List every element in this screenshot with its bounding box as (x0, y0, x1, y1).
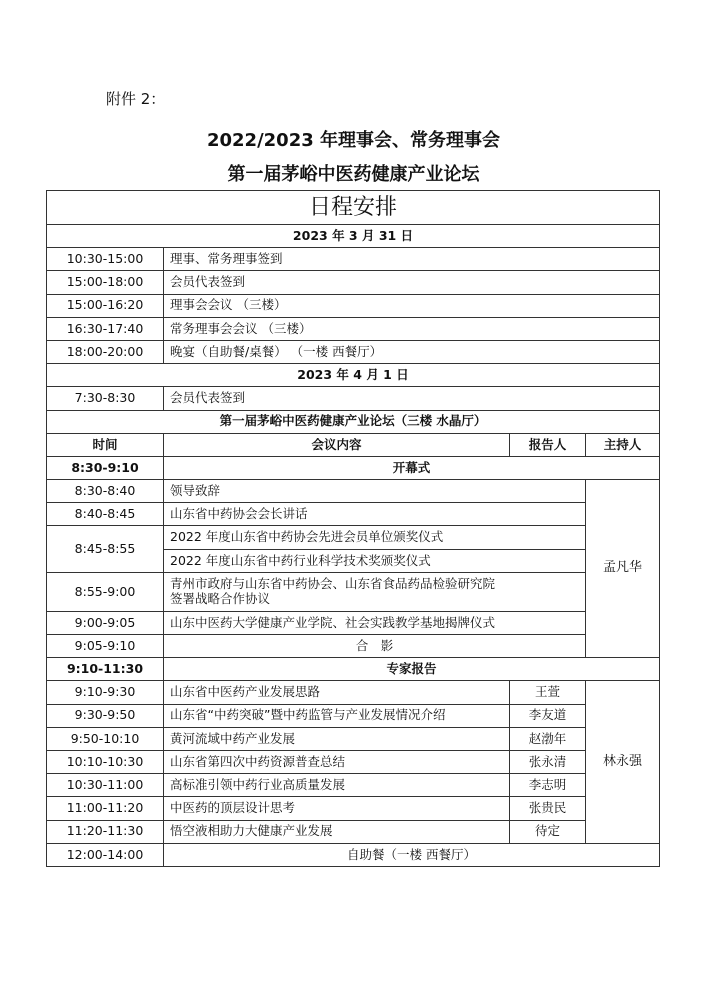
time-cell: 9:05-9:10 (47, 635, 164, 658)
time-cell: 8:40-8:45 (47, 503, 164, 526)
table-row (47, 774, 660, 797)
date-row (47, 364, 660, 387)
content-line: 青州市政府与山东省中药协会、山东省食品药品检验研究院 (170, 576, 496, 592)
header-content: 会议内容 (164, 433, 510, 456)
time-cell: 9:10-9:30 (47, 681, 164, 704)
content-cell: 悟空液相助力大健康产业发展 (164, 820, 510, 843)
time-cell: 9:50-10:10 (47, 727, 164, 750)
table-row (47, 248, 660, 271)
speaker-cell: 张贵民 (510, 797, 586, 820)
content-cell: 2022 年度山东省中药协会先进会员单位颁奖仪式 (164, 526, 586, 549)
table-row (47, 526, 660, 549)
time-cell: 10:30-15:00 (47, 248, 164, 271)
time-cell: 15:00-16:20 (47, 294, 164, 317)
opening-time: 8:30-9:10 (47, 456, 164, 479)
header-row (47, 433, 660, 456)
table-row (47, 750, 660, 773)
opening-label: 开幕式 (164, 456, 660, 479)
section-row (47, 456, 660, 479)
schedule-title: 日程安排 (47, 191, 660, 225)
header-host: 主持人 (586, 433, 660, 456)
speaker-cell: 赵渤年 (510, 727, 586, 750)
content-cell: 中医药的顶层设计思考 (164, 797, 510, 820)
table-row (47, 271, 660, 294)
opening-host: 孟凡华 (586, 480, 660, 658)
time-cell: 8:55-9:00 (47, 572, 164, 611)
time-cell: 16:30-17:40 (47, 317, 164, 340)
content-cell: 理事、常务理事签到 (164, 248, 660, 271)
table-row (47, 340, 660, 363)
time-cell: 11:20-11:30 (47, 820, 164, 843)
time-cell: 10:30-11:00 (47, 774, 164, 797)
table-row (47, 681, 660, 704)
speaker-cell: 张永清 (510, 750, 586, 773)
content-cell: 山东省中药协会会长讲话 (164, 503, 586, 526)
time-cell: 8:45-8:55 (47, 526, 164, 572)
speaker-cell: 待定 (510, 820, 586, 843)
forum-title: 第一届茅峪中医药健康产业论坛（三楼 水晶厅） (47, 410, 660, 433)
time-cell: 15:00-18:00 (47, 271, 164, 294)
content-cell: 2022 年度山东省中药行业科学技术奖颁奖仪式 (164, 549, 586, 572)
table-row (47, 480, 660, 503)
time-cell: 11:00-11:20 (47, 797, 164, 820)
table-row (47, 797, 660, 820)
time-cell: 18:00-20:00 (47, 340, 164, 363)
time-cell: 12:00-14:00 (47, 843, 164, 866)
table-row (47, 572, 660, 611)
content-cell: 晚宴（自助餐/桌餐） （一楼 西餐厅） (164, 340, 660, 363)
content-cell: 领导致辞 (164, 480, 586, 503)
schedule-title-row (47, 191, 660, 225)
table-row (47, 704, 660, 727)
content-cell: 山东省中医药产业发展思路 (164, 681, 510, 704)
time-cell: 10:10-10:30 (47, 750, 164, 773)
content-cell: 山东省“中药突破”暨中药监管与产业发展情况介绍 (164, 704, 510, 727)
date-row (47, 225, 660, 248)
content-cell: 理事会会议 （三楼） (164, 294, 660, 317)
content-cell: 合 影 (164, 635, 586, 658)
speaker-cell: 李志明 (510, 774, 586, 797)
content-cell: 山东省第四次中药资源普查总结 (164, 750, 510, 773)
table-row (47, 503, 660, 526)
time-cell: 8:30-8:40 (47, 480, 164, 503)
content-cell: 高标准引领中药行业高质量发展 (164, 774, 510, 797)
header-speaker: 报告人 (510, 433, 586, 456)
content-cell: 黄河流域中药产业发展 (164, 727, 510, 750)
speaker-cell: 李友道 (510, 704, 586, 727)
time-cell: 9:30-9:50 (47, 704, 164, 727)
content-cell: 会员代表签到 (164, 387, 660, 410)
time-cell: 9:00-9:05 (47, 611, 164, 634)
reports-time: 9:10-11:30 (47, 658, 164, 681)
document-title: 2022/2023 年理事会、常务理事会 (206, 130, 501, 151)
content-line: 签署战略合作协议 (170, 590, 271, 606)
table-row (47, 387, 660, 410)
table-row (47, 635, 660, 658)
time-cell: 7:30-8:30 (47, 387, 164, 410)
day2-date: 2023 年 4 月 1 日 (47, 364, 660, 387)
forum-title-row (47, 410, 660, 433)
schedule-table (46, 190, 660, 867)
table-row (47, 317, 660, 340)
speaker-cell: 王萱 (510, 681, 586, 704)
table-row (47, 611, 660, 634)
content-cell: 常务理事会会议 （三楼） (164, 317, 660, 340)
attachment-label: 附件 2： (106, 90, 166, 108)
content-cell (164, 572, 586, 611)
document-subtitle: 第一届茅峪中医药健康产业论坛 (227, 164, 480, 185)
reports-label: 专家报告 (164, 658, 660, 681)
header-time: 时间 (47, 433, 164, 456)
reports-host: 林永强 (586, 681, 660, 843)
section-row (47, 658, 660, 681)
table-row (47, 820, 660, 843)
content-cell: 自助餐（一楼 西餐厅） (164, 843, 660, 866)
content-cell: 会员代表签到 (164, 271, 660, 294)
table-row (47, 727, 660, 750)
table-row (47, 294, 660, 317)
day1-date: 2023 年 3 月 31 日 (47, 225, 660, 248)
table-row (47, 843, 660, 866)
content-cell: 山东中医药大学健康产业学院、社会实践教学基地揭牌仪式 (164, 611, 586, 634)
